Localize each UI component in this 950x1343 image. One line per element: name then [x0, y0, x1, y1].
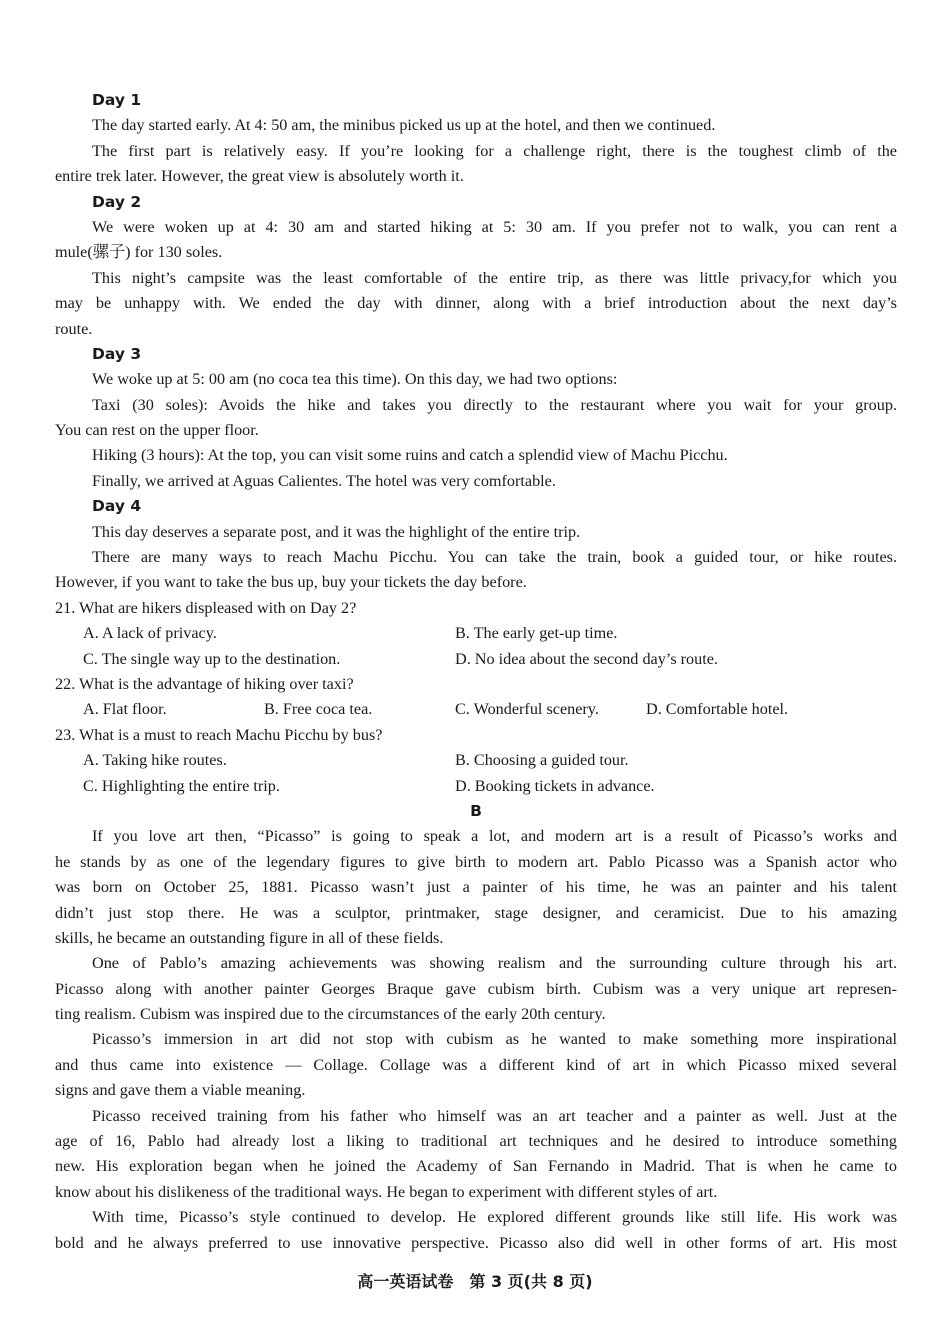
passage-b-p1-line-3: was born on October 25, 1881. Picasso wasn’t just a painter of his time, he was an painter and his talent — [55, 878, 897, 897]
question-21-options-row-2 — [55, 647, 897, 672]
question-22-options-row — [55, 697, 897, 722]
question-23-option-a: A. Taking hike routes. — [83, 751, 227, 770]
passage-b-p3-line-3: signs and gave them a viable meaning. — [55, 1081, 306, 1100]
page-footer: 高一英语试卷 第 3 页(共 8 页) — [357, 1272, 593, 1291]
day3-paragraph-1: We woke up at 5: 00 am (no coca tea this time). On this day, we had two options: — [92, 370, 618, 389]
day1-paragraph-1: The day started early. At 4: 50 am, the minibus picked us up at the hotel, and then we continued. — [92, 116, 716, 135]
day4-paragraph-1: This day deserves a separate post, and it was the highlight of the entire trip. — [92, 522, 581, 541]
question-22-option-b: B. Free coca tea. — [264, 700, 373, 719]
passage-b-p4-line-1: Picasso received training from his father who himself was an art teacher and a painter as well. Just at the — [92, 1106, 897, 1125]
question-23-option-d: D. Booking tickets in advance. — [455, 776, 655, 795]
day2-paragraph-2-line-3: route. — [55, 319, 93, 338]
question-21-option-a: A. A lack of privacy. — [83, 624, 217, 643]
day2-heading: Day 2 — [92, 192, 142, 211]
question-23-option-b: B. Choosing a guided tour. — [455, 751, 629, 770]
passage-b-p3-line-2: and thus came into existence — Collage. Collage was a different kind of art in which Picasso mixed several — [55, 1055, 897, 1074]
day1-paragraph-2-line-1: The first part is relatively easy. If you’re looking for a challenge right, there is the toughest climb of the — [92, 141, 897, 160]
passage-b-p1-line-5: skills, he became an outstanding figure in all of these fields. — [55, 928, 444, 947]
day4-heading: Day 4 — [92, 497, 142, 516]
question-23-option-c: C. Highlighting the entire trip. — [83, 776, 280, 795]
passage-b-p1-line-4: didn’t just stop there. He was a sculptor, printmaker, stage designer, and ceramicist. Due to his amazing — [55, 903, 897, 922]
passage-b-p1-line-2: he stands by as one of the legendary figures to give birth to modern art. Pablo Picasso was a Spanish actor who — [55, 852, 897, 871]
passage-b-p5-line-1: With time, Picasso’s style continued to develop. He explored different grounds like still life. His work was — [92, 1208, 897, 1227]
day3-paragraph-4: Finally, we arrived at Aguas Calientes. The hotel was very comfortable. — [92, 471, 556, 490]
question-21-stem: 21. What are hikers displeased with on Day 2? — [55, 598, 357, 617]
question-22-option-a: A. Flat floor. — [83, 700, 167, 719]
passage-b-p4-line-3: new. His exploration began when he joined the Academy of San Fernando in Madrid. That is when he came to — [55, 1157, 897, 1176]
passage-b-p5-line-2: bold and he always preferred to use innovative perspective. Picasso also did well in other forms of art. His most — [55, 1233, 897, 1252]
passage-b-p3-line-1: Picasso’s immersion in art did not stop with cubism as he wanted to make something more inspirational — [92, 1030, 897, 1049]
question-21-options-row-1 — [55, 621, 897, 646]
day3-paragraph-2-line-2: You can rest on the upper floor. — [55, 421, 259, 440]
day3-paragraph-3: Hiking (3 hours): At the top, you can visit some ruins and catch a splendid view of Machu Picchu. — [92, 446, 728, 465]
passage-b-p2-line-1: One of Pablo’s amazing achievements was showing realism and the surrounding culture through his art. — [92, 954, 897, 973]
question-23-options-row-2 — [55, 774, 897, 799]
day2-paragraph-1-line-1: We were woken up at 4: 30 am and started hiking at 5: 30 am. If you prefer not to walk, you can rent a — [92, 217, 897, 236]
question-21-option-c: C. The single way up to the destination. — [83, 649, 341, 668]
day2-paragraph-2-line-2: may be unhappy with. We ended the day with dinner, along with a brief introduction about the next day’s — [55, 294, 897, 313]
question-22-option-d: D. Comfortable hotel. — [646, 700, 789, 719]
question-22-stem: 22. What is the advantage of hiking over taxi? — [55, 674, 354, 693]
passage-b-heading: B — [470, 801, 482, 820]
passage-b-p4-line-2: age of 16, Pablo had already lost a liking to traditional art techniques and he desired to introduce something — [55, 1132, 897, 1151]
question-23-stem: 23. What is a must to reach Machu Picchu by bus? — [55, 725, 383, 744]
day4-paragraph-2-line-1: There are many ways to reach Machu Picchu. You can take the train, book a guided tour, or hike routes. — [92, 548, 897, 567]
question-21-option-d: D. No idea about the second day’s route. — [455, 649, 718, 668]
question-21-option-b: B. The early get-up time. — [455, 624, 618, 643]
day3-paragraph-2-line-1: Taxi (30 soles): Avoids the hike and takes you directly to the restaurant where you wait for your group. — [92, 395, 897, 414]
day1-heading: Day 1 — [92, 91, 142, 109]
passage-b-p1-line-1: If you love art then, “Picasso” is going to speak a lot, and modern art is a result of Picasso’s works and — [92, 827, 897, 846]
day2-paragraph-2-line-1: This night’s campsite was the least comfortable of the entire trip, as there was little privacy,for which you — [92, 268, 897, 287]
page-content — [55, 88, 897, 1256]
passage-b-p2-line-3: ting realism. Cubism was inspired due to the circumstances of the early 20th century. — [55, 1005, 606, 1024]
day3-heading: Day 3 — [92, 344, 142, 363]
passage-b-p4-line-4: know about his dislikeness of the traditional ways. He began to experiment with different styles of art. — [55, 1182, 718, 1201]
passage-b-p2-line-2: Picasso along with another painter Georges Braque gave cubism birth. Cubism was a very unique art represen- — [55, 979, 897, 998]
day1-paragraph-2-line-2: entire trek later. However, the great view is absolutely worth it. — [55, 167, 464, 186]
day4-paragraph-2-line-2: However, if you want to take the bus up, buy your tickets the day before. — [55, 573, 527, 592]
day2-paragraph-1-line-2: mule(骡子) for 130 soles. — [55, 243, 223, 262]
question-22-option-c: C. Wonderful scenery. — [455, 700, 599, 719]
question-23-options-row-1 — [55, 748, 897, 773]
